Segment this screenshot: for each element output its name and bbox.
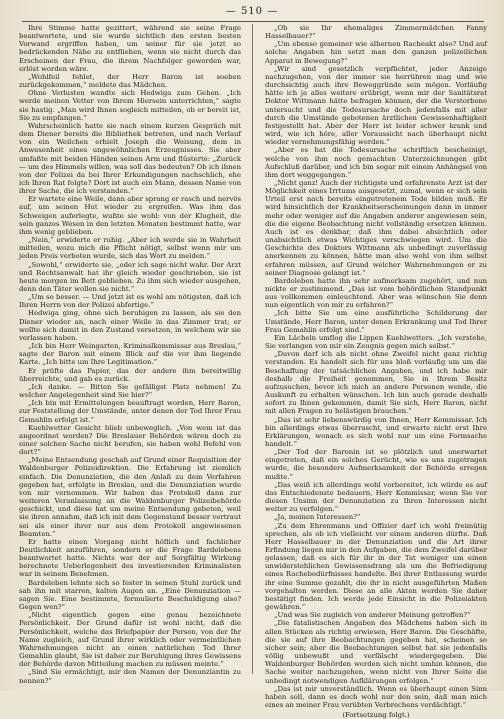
- paragraph: „Zu dem Ehrenmann und Offizier darf ich wohl freimütig sprechen, als ob ich vielleicht vor einem anderen dürfte. Daß Herr Hasselbauer in der Denunziation und die Art ihrer Erfindung liegen mir in den Aufgaben, die dem Zweifel darüber gelassen, daß es sich für ihr in der Tat weniger um einen unwiderstehlichen Gewissensdrang als um die Befriedigung eines Rachebedürfnisses handelte. Bei ihrer Entlassung wurde ihr eine Summe gezahlt, die ihr in nicht ausgeführten Maßen vorgehalten werden. Diese an alle Akten werden Sie daher bestätigt finden. Ich werde jede Einsicht in die Polizeiakten gewähren.“: [265, 521, 487, 612]
- paragraph: „Das ist mir unverständlich. Wenn es überhaupt einen Sinn haben soll, dann es doch wohl nur den sein, daß man mich eines an meiner Frau verübten Verbrechens verdächtigt.“: [265, 684, 487, 709]
- paragraph: „Ich bin mit Ermittelungen beauftragt worden, Herr Baron, zur Feststellung der Umstände, unter denen der Tod Ihrer Frau Gemahlin erfolgt ist.“: [19, 399, 241, 424]
- paragraph: „Der Tod der Baronin ist so plötzlich und unerwartet eingetreten, daß ein solches Gerücht, wie es uns zugetragen wurde, die besondere Aufmerksamkeit der Behörde erregen mußte.“: [265, 448, 487, 481]
- paragraph: „Das ist sehr liebenswürdig von Ihnen, Herr Kommissar. Ich bin allerdings etwas überrascht, und erwarte nicht erst Ihre Erklärungen, wonach es sich wohl nur um eine Formsache handelt.“: [265, 415, 487, 448]
- paragraph: „Und was Sie zugleich von anderer Meinung getroffen?“: [274, 611, 471, 620]
- paragraph: „Das weiß ich allerdings wohl vorbereitet, ich würde es auf das Entschiedenste bedauern, Herr Kommissar, wenn Sie vor diesen Unsinn der Denunziation zu Ihren Interessen nicht weiter zu verfolgen.“: [265, 480, 487, 514]
- paragraph: „Die fatalistischen Angaben des Mädchens haben sich in allen Stücken als richtig erwiesen, Herr Baron. Die Geschäfte, die sie auf ihre Beobachtungen gegeben hat, scheinen so sicher sein; aber die Beobachtungen selbst hat sie jedenfalls völlig unbewußt und verfälscht wiedergegeben. Die Waldenburger Behörden werden sich nicht umhin können, die Sache weiter nachzugehen, wenn nicht von Ihrer Seite die unbedingt notwendigen Aufklärungen erfolgen.“: [265, 619, 487, 685]
- page-header: [0, 6, 504, 22]
- paragraph: Bardeleben lehnte sich so fester in seinen Stuhl zurück und sah ihn mit starren, kalten Augen an. „Eine Denunziation — sagen Sie. Eine bestimmte, formulierte Beschuldigung also? Gegen wen?“: [19, 578, 241, 612]
- paragraph: „Ja, meinen Interessen?“: [274, 513, 361, 522]
- paragraph: „Um ebenso gemeiner wie albernen Racheakt also? Und auf solche Angaben hin setzt man den ganzen polizeilichen Apparat in Bewegung?“: [265, 40, 487, 65]
- paragraph: Kuehlwetter Gesicht blieb unbeweglich. „Von wem ist das angeordnet worden? Die Breslauer Behörden wären doch zu einer solchen Sache nicht berufen, sie haben wohl Befehl von dort?“: [19, 423, 241, 457]
- paragraph: „Nein,“ erwiderte er ruhig. „Aber ich werde sie in Wahrheit mitteilen, wozu mich die Pflicht nötigt, selbst wenn mir um jeden Preis verboten wurde, sich das Wort zu meiden.“: [19, 236, 241, 261]
- paragraph: „Ob sie Ihr ehemaliges Zimmermädchen Fanny Hasselbauer?“: [265, 24, 487, 41]
- paragraph: „Ich bitte Sie um eine ausführliche Schilderung der Umstände, Herr Baron, unter denen Erkrankung und Tod Ihrer Frau Gemahlin erfolgt sind.“: [265, 309, 487, 334]
- left-column: [19, 24, 241, 685]
- paragraph: „Meine Entsendung geschah auf Grund einer Requisition der Waldenburger Polizeidirektion. Die Erfahrung ist ziemlich einfach. Die Denunziation, die den Anlaß zu dem Verfahren gegeben hat, erfolgte in Breslau, und die Denunziation wurde von mir vernommen. Wir haben das Protokoll dann zur weiteren Veranlassung an die Waldenburger Polizeibehörde geschickt, und diese hat um meine Entsendung gebeten, weil sie ihren annahm, daß ich mit dem Gegenstand besser vertraut sei als einer ihrer nur aus dem Protokoll angewiesenen Beamten.“: [19, 456, 241, 538]
- paragraph: „Nicht eigentlich gegen eine genau bezeichnete Persönlichkeit. Der Grund dafür ist wohl nicht, daß die Persönlichkeit, welche das Briefpapier der Person, von der Ihr Name zugleich, auf Grund ihrer wirklich oder vermeintlichen Wahrnehmungen nicht an einen natürlichen Tod Ihrer Gemahlin glaubt, Sie ist daher zur Beruhigung ihres Gewissens der Behörde davon Mitteilung machen zu müssen meinte.“: [19, 611, 241, 669]
- page-number: — 510 —: [225, 6, 279, 17]
- paragraph: Wahrscheinlich hatte sie nach einem kurzen Gespräch mit dem Diener bereits die Bibliothek betreten, und nach Verlauf von ein Weilchen erhielt Joseph die Weisung, dem in Anwesenheit eines ungewöhnlichen Erzeugnisses. Sie aber umfaßte mit beiden Händen seinen Arm und flüsterte: „Zurück — um des Himmels willen, was soll das bedeuten? Ob ich ihnen von der Polizei da bei Ihrer Erkundigungen nachschlich, ehe ich Ihren Rat folgte? Dort ist auch ein Mann, dessen Name von ihrer Sache, die ich verstanden.“: [19, 121, 241, 196]
- paragraph: „Wir sind gesetzlich verpflichtet, jeder Anzeige nachzugehen, von der immer sie herrühren mag und wie durchsichtig auch ihre Beweggründe sein mögen. Vorläufig hätte ich ja alles weitere erübrigt, wenn mir der Sanitätsrat Doktor Wittmann hätte befragen können, der die Verstorbene untersucht und die Todesursache doch jedenfalls mit aller durch die Umstände gebotenen ärztlichen Gewissenhaftigkeit festgestellt hat. Aber der Herr ist leider schwer krank und wird, wie ich höre, aller Voraussicht nach überhaupt nicht wieder vernehmungsfähig werden.“: [265, 64, 487, 147]
- paragraph: „Aber es hat die Todesursache schriftlich bescheinigt, welche von ihm noch gemachten Unterzeichnungen gibt Aufschluß darüber, und ich bin sogar mit einem Anhängsel von ihm dort weggegangen.“: [265, 146, 487, 179]
- paragraph: Er wartete eine Weile, dann aber sprang er rasch und nervös auf, um seinen Hut wieder zu ergreifen. Was ihm das Schweigen auferlegte, wußte sie wohl: von der Klugheit, die sein ganzes Wesen in den letzten Monaten bestimmt hatte, war ihm wenig geblieben.: [19, 195, 241, 236]
- right-column: [265, 24, 487, 719]
- paragraph: „Davon darf ich als nicht ohne Zweifel nicht ganz richtig verstanden. Es handelt sich für uns bloß vorläufig um um die Beschaffung der tatsächlichen Angaben, und ich habe mir deshalb die Freiheit genommen, Sie in Ihrem Besitz aufzusuchen, bevor ich mich an andere Personen wende, die Auskunft zu erhalten wünschen. Ich bin auch gerade deshalb sofort zu Ihnen gekommen, damit Sie sich, Herr Baron, nicht mit allen Fragen zu belästigen brauchen.“: [265, 350, 487, 416]
- paragraph: Ein Lächeln umflog die Lippen Kuehlwetters. „Ich verstehe, Sie verlangen von mir ein Zeugnis gegen mich selbst.“: [265, 333, 487, 351]
- paragraph: „Sind Sie ermächtigt, mir den Namen der Denunziantin zu nennen?“: [19, 668, 241, 685]
- paragraph: Hedwiga ging, ohne sich beruhigen zu lassen, als sie den Diener wieder an, nach einer Weile in das Zimmer trat; er wollte sich damit in den Zustand versetzen, in welchem wir sie verlassen haben.: [19, 309, 241, 342]
- paragraph: (Fortsetzung folgt.): [342, 711, 410, 719]
- paragraph: „Wohlfeil fehlet, der Herr Baron ist soeben zurückgekommen,“ meldete das Mädchen.: [19, 72, 241, 90]
- paragraph: „Sowohl,“ erwiderte sie, „oder ich sage nicht wahr. Der Arzt und Rechtsanwalt hat ihr gleich wieder geschrieben, sie ist heute morgen im Bett geblieben. Zu ihm sich wieder ausgehen, denn den Täter wollen sie nicht.“: [19, 260, 241, 293]
- paragraph: „Ich bin Herr Weingarten, Kriminalkommissar aus Breslau,“ sagte der Baron mit einem Blick auf die vor ihm liegende Karte. „Ich bitte um Ihre Legitimation.“: [19, 342, 241, 367]
- paragraph: Er prüfte das Papier, das der andere ihm bereitwillig überreichte, und gab es zurück.: [19, 366, 241, 383]
- paragraph: Ohne Verlusten wandte sich Hedwiga zum Gehen. „Ich werde meinen Vetter von Ihrem Hiersein unterrichten,“ sagte sie hastig. „Man wird Ihnen sogleich mitteilen, ob er bereit ist, Sie zu empfangen.“: [19, 89, 241, 122]
- paragraph: Er hatte einen Vorgang nicht höflich und fachlicher Deutlichkeit anzuführen, sondern er die Frage Bardelebens beantwortet hatte. Nichts war der auf Sorgfältig Wirkung berechnete Ueberlegenheit des investierenden Kriminalisten war in seinem Benehmen.: [19, 537, 241, 579]
- header-rule: [22, 21, 484, 22]
- paragraph: Ihre Stimme hatte gezittert, während sie seine Frage beantwortete, und sie wurde sichtlich den ersten besten Vorwand ergriffen haben, um seiner für sie jetzt so bedrückenden Nähe zu entfliehen, wenn sie nicht durch das Erscheinen der Frau, die ihrem Nachfolger geworden war, erlöst worden wäre.: [19, 24, 241, 73]
- paragraph: „Nicht ganz! Auch der richtigste und erfahrenste Arzt ist der Möglichkeit eines Irrtums ausgesetzt, zumal, wenn er sich sein Urteil erst nach bereits eingetretenem Tode bilden muß. Er wird hinsichtlich der Krankheitserscheinungen dann in immer mehr oder weniger auf die Angaben anderer angewiesen sein, die die eigene Beobachtung nicht vollständig ersetzen können. Auch ist es denkbar, daß ihm dabei absichtlich oder unabsichtlich etwas Wichtiges verschwiegen wird. Um die Geschichte des Doktors Wittmann als unbedingt zuverlässig anerkennen zu können, hätte man also wohl von ihm selbst erfahren müssen, auf Grund welcher Wahrnehmungen er zu seiner Diagnose gelangt ist.“: [265, 178, 487, 277]
- paragraph: „Ich danke. — Bitten Sie gefälligst Platz nehmen! Zu welcher Angelegenheit sind Sie hier?“: [19, 382, 241, 400]
- column-divider: [252, 24, 253, 674]
- paragraph: Bardeleben hatte ihn sehr aufmerksam zugehört, und nun nickte er zustimmend. „Das ist vom behördlichen Standpunkt aus vollkommen einleuchtend. Aber was wünschen Sie denn nun eigentlich von mir zu erfahren?“: [265, 276, 487, 310]
- paragraph: „Um so besser. — Und jetzt ist es wohl am nötigsten, daß ich Ihren Herrn von der Polizei abfertige.“: [19, 293, 241, 310]
